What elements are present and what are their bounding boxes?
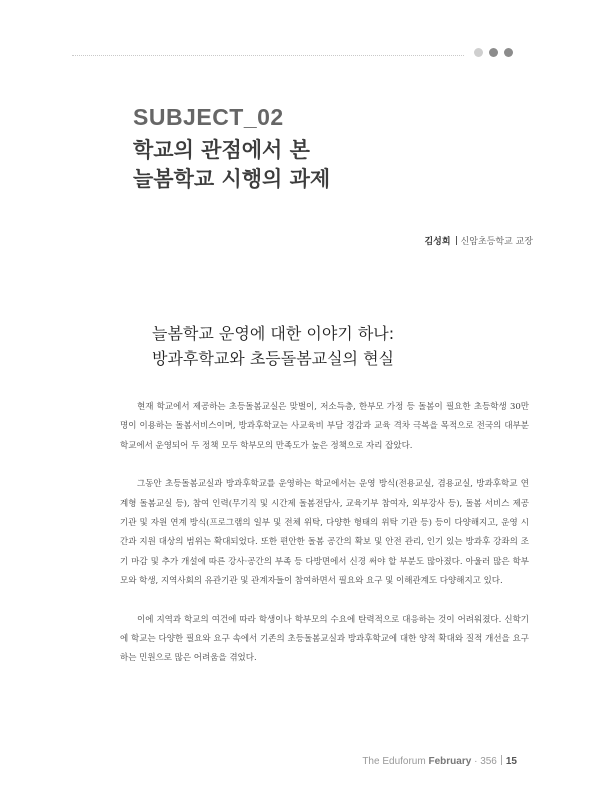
subject-label: SUBJECT_02: [133, 104, 284, 130]
body-paragraph: 현재 학교에서 제공하는 초등돌봄교실은 맞벌이, 저소득층, 한부모 가정 등 돌봄이 필요한 초등학생 30만 명이 이용하는 돌봄서비스이며, 방과후학교는 사교육비 부담 경감과 교육 격차 극복을 목적으로 전국의 대부분 학교에서 운영되어 두 정책 모두 학부모의 만족도가 높은 정책으로 자리 잡았다.: [120, 402, 529, 451]
author-byline: [424, 234, 533, 247]
footer-divider: [501, 755, 502, 765]
decorative-dot-icon: [474, 48, 483, 57]
header-dotted-rule: [72, 55, 464, 56]
article-body: [120, 398, 529, 688]
decorative-dot-icon: [489, 48, 498, 57]
author-affiliation: 신암초등학교 교장: [460, 237, 533, 247]
article-title: [133, 136, 513, 194]
section-heading-line: 방과후학교와 초등돌봄교실의 현실: [152, 349, 395, 368]
issue-number: 356: [480, 756, 497, 767]
header-decorative-dots: [474, 48, 513, 57]
article-title-line: 늘봄학교 시행의 과제: [133, 167, 331, 191]
article-title-line: 학교의 관점에서 본: [133, 138, 310, 162]
issue-month: February: [428, 756, 472, 767]
section-heading-line: 늘봄학교 운영에 대한 이야기 하나:: [152, 324, 395, 343]
page-footer: [362, 755, 517, 767]
author-name: 김성희: [424, 237, 451, 247]
body-paragraph: 이에 지역과 학교의 여건에 따라 학생이나 학부모의 수요에 탄력적으로 대응하는 것이 어려워졌다. 신학기에 학교는 다양한 필요와 요구 속에서 기존의 초등돌봄교실과 방과후학교에 대한 양적 확대와 질적 개선을 요구하는 민원으로 많은 어려움을 겪었다.: [120, 614, 529, 664]
section-heading: [152, 321, 394, 371]
page-number: 15: [505, 756, 517, 767]
magazine-name: The Eduforum: [362, 756, 426, 767]
byline-divider: [456, 236, 457, 245]
decorative-dot-icon: [504, 48, 513, 57]
body-paragraph: 그동안 초등돌봄교실과 방과후학교를 운영하는 학교에서는 운영 방식(전용교실, 겸용교실, 방과후학교 연계형 돌봄교실 등), 참여 인력(무기직 및 시간제 돌봄전담사, 교육기부 참여자, 외부강사 등), 돌봄 서비스 제공기관 및 자원 연계 방식(프로그램의 일부 및 전체 위탁, 다양한 형태의 위탁 기관 등) 등이 다양해지고, 운영 시간과 지원 대상의 범위는 확대되었다. 또한 편안한 돌봄 공간의 확보 및 안전 관리, 인기 있는 방과후 강좌의 조기 마감 및 추가 개설에 따른 강사·공간의 부족 등 다방면에서 신경 써야 할 부분도 많아졌다. 아울러 많은 학부모와 학생, 지역사회의 유관기관 및 관계자들이 참여하면서 필요와 요구 및 이해관계도 다양해지고 있다.: [120, 479, 529, 586]
footer-bullet: ·: [474, 756, 478, 767]
